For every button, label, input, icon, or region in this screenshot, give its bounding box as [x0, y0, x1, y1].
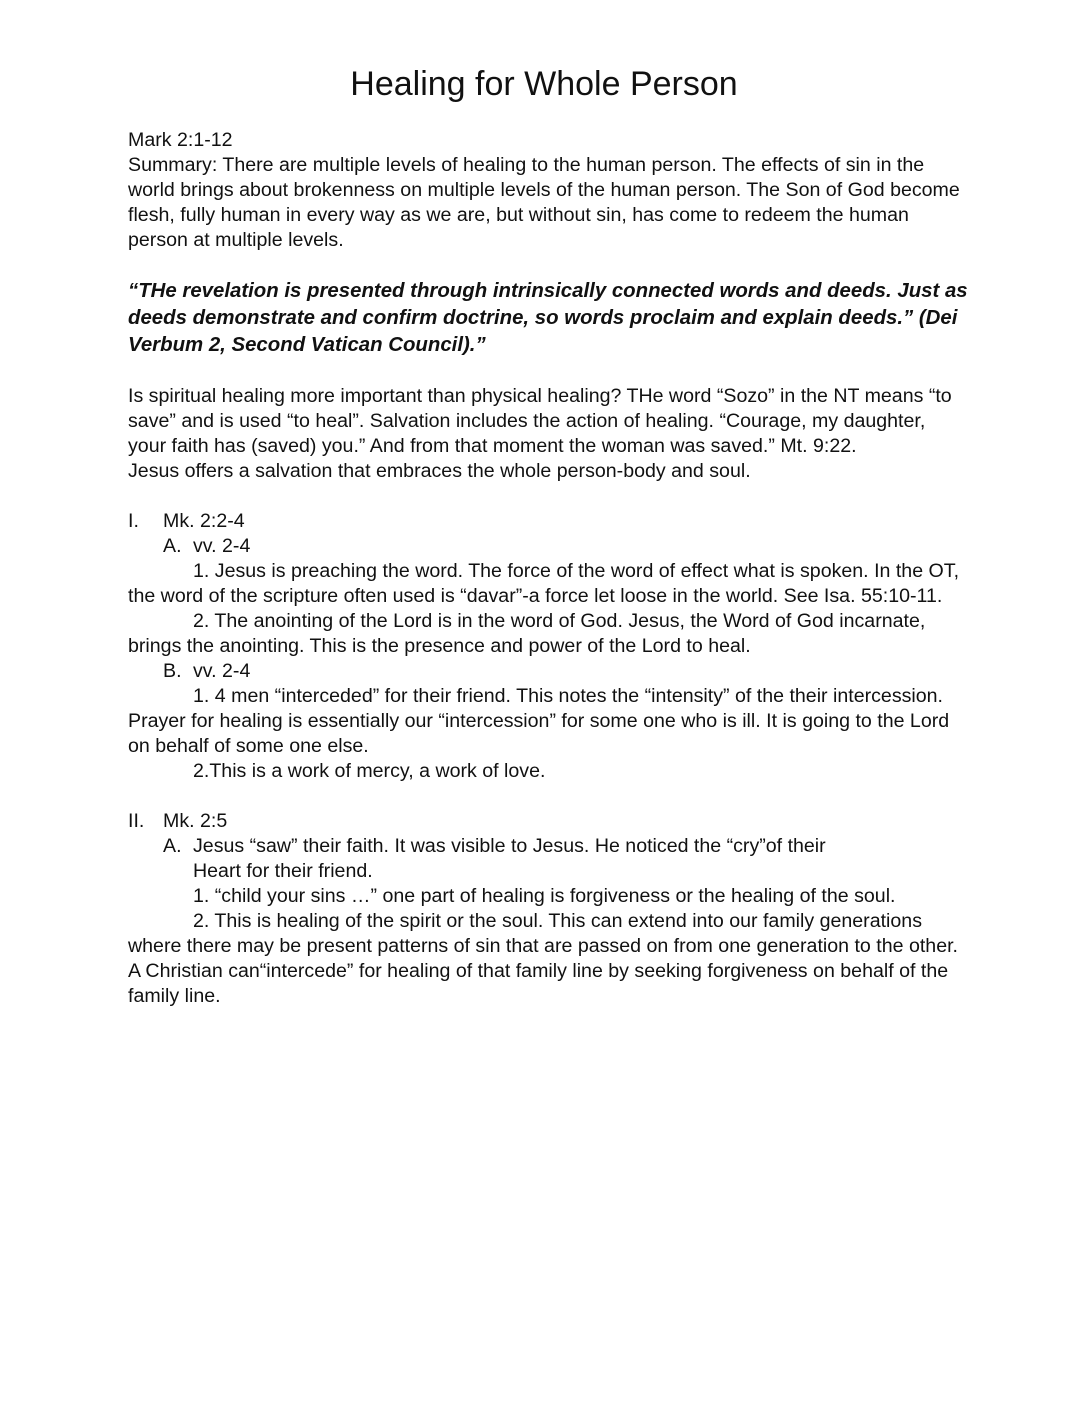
section-2-a-heading: [128, 834, 968, 859]
document-body: [128, 128, 968, 1009]
section-2-label: II.: [128, 810, 145, 832]
section-2-a-point-1: 1. “child your sins …” one part of healing is forgiveness or the healing of the soul.: [193, 885, 896, 907]
section-1-a-point-2: 2. The anointing of the Lord is in the word of God. Jesus, the Word of God incarnate, brings the anointing. This is the presence and power of the Lord to heal.: [128, 610, 926, 657]
section-1-a-label: A.: [163, 535, 182, 557]
summary-paragraph: Summary: There are multiple levels of healing to the human person. The effects of sin in the world brings about brokenness on multiple levels of the human person. The Son of God become flesh, fully human in every way as we are, but without sin, has come to redeem the human person at multiple levels.: [128, 154, 960, 251]
section-1-b-label: B.: [163, 660, 182, 682]
closing-paragraph: Jesus offers a salvation that embraces the whole person-body and soul.: [128, 460, 751, 482]
section-2-a-title-line-1: Jesus “saw” their faith. It was visible to Jesus. He noticed the “cry”of their: [193, 835, 826, 857]
section-1-title: Mk. 2:2-4: [163, 510, 245, 532]
page-title: Healing for Whole Person: [350, 65, 738, 103]
section-1-b-heading: [128, 659, 968, 684]
section-1-b-point-1: 1. 4 men “interceded” for their friend. This notes the “intensity” of the their intercession. Prayer for healing is essentially our “intercession” for some one who is ill. It is going to the Lord on behalf of some one else.: [128, 685, 950, 757]
section-2-a-label: A.: [163, 835, 182, 857]
dei-verbum-quote: “THe revelation is presented through intrinsically connected words and deeds. Just as deeds demonstrate and confirm doctrine, so words proclaim and explain deeds.” (Dei Verbum 2, Second Vatican Council).”: [128, 280, 968, 356]
question-paragraph: Is spiritual healing more important than physical healing? THe word “Sozo” in the NT means “to save” and is used “to heal”. Salvation includes the action of healing. “Courage, my daughter, your faith has (saved) you.” And from that moment the woman was saved.” Mt. 9:22.: [128, 385, 952, 457]
section-2-a-title-line-2: Heart for their friend.: [193, 860, 373, 882]
section-1-a-title: vv. 2-4: [193, 535, 251, 557]
section-1-b-title: vv. 2-4: [193, 660, 251, 682]
section-2-title: Mk. 2:5: [163, 810, 228, 832]
section-2-heading: [128, 809, 968, 834]
section-1-a-heading: [128, 534, 968, 559]
scripture-reference: Mark 2:1-12: [128, 129, 233, 151]
section-2-a-point-2: 2. This is healing of the spirit or the soul. This can extend into our family generations where there may be present patterns of sin that are passed on from one generation to the other. A Christian can“intercede” for healing of that family line by seeking forgiveness on behalf of the family line.: [128, 910, 958, 1007]
section-1-label: I.: [128, 510, 139, 532]
section-1-b-point-2: 2.This is a work of mercy, a work of love.: [193, 760, 546, 782]
section-1-a-point-1: 1. Jesus is preaching the word. The force of the word of effect what is spoken. In the OT, the word of the scripture often used is “davar”-a force let loose in the world. See Isa. 55:10-11.: [128, 560, 960, 607]
section-1-heading: [128, 509, 968, 534]
